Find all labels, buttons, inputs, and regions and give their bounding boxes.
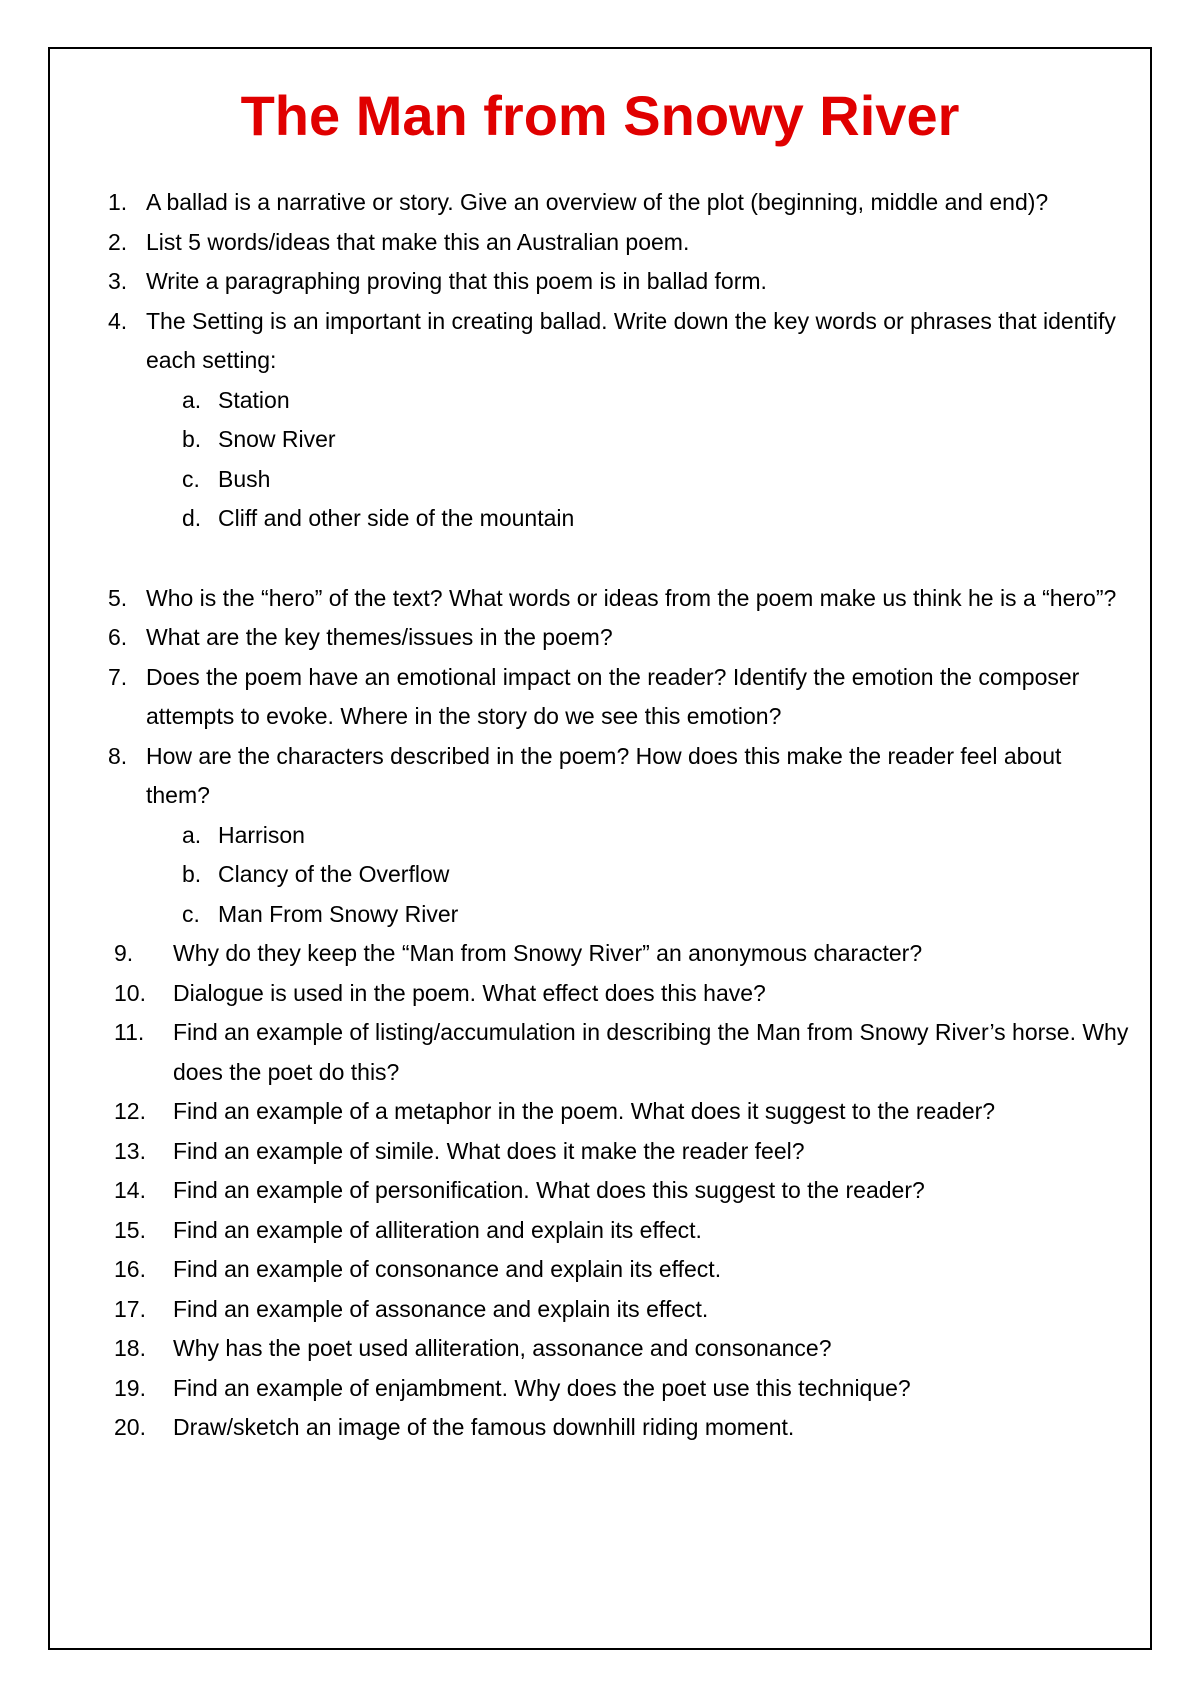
question-text: Find an example of consonance and explain its effect. <box>173 1256 722 1282</box>
question-text: Find an example of assonance and explain its effect. <box>173 1295 709 1322</box>
question-number: 7. <box>108 663 128 690</box>
question-text: Dialogue is used in the poem. What effect does this have? <box>173 979 766 1006</box>
question-text: Why do they keep the “Man from Snowy River” an anonymous character? <box>173 940 923 966</box>
question-number: 18. <box>114 1335 146 1361</box>
question-number: 6. <box>108 624 128 650</box>
sub-letter: a. <box>182 821 202 848</box>
question-item <box>0 934 1200 974</box>
question-number: 14. <box>114 1177 146 1203</box>
question-item <box>0 1171 1200 1211</box>
sub-item <box>146 816 1130 856</box>
sub-text: Station <box>218 386 290 413</box>
question-text: How are the characters described in the poem? How does this make the reader feel about them? <box>146 742 1062 808</box>
sub-text: Bush <box>218 465 271 492</box>
question-item <box>0 1092 1200 1132</box>
question-text: Find an example of alliteration and explain its effect. <box>173 1216 702 1243</box>
question-item <box>0 183 1200 223</box>
sub-text: Harrison <box>218 821 305 848</box>
question-number: 1. <box>108 189 128 215</box>
question-text: What are the key themes/issues in the poem? <box>146 624 613 650</box>
question-list <box>0 183 1200 1448</box>
sub-letter: b. <box>182 426 202 452</box>
question-item <box>0 1211 1200 1251</box>
question-item <box>0 1408 1200 1448</box>
question-text: A ballad is a narrative or story. Give an overview of the plot (beginning, middle and end)? <box>146 189 1049 215</box>
question-item <box>0 1132 1200 1172</box>
sub-letter: b. <box>182 861 202 887</box>
sub-text: Cliff and other side of the mountain <box>218 505 575 531</box>
question-item <box>0 1369 1200 1409</box>
question-text: Find an example of personification. What does this suggest to the reader? <box>173 1177 925 1203</box>
question-number: 2. <box>108 228 128 255</box>
character-sublist <box>146 816 1130 935</box>
page-title: The Man from Snowy River <box>240 84 960 147</box>
question-number: 9. <box>114 940 134 966</box>
question-text: Find an example of simile. What does it make the reader feel? <box>173 1137 805 1164</box>
question-number: 3. <box>108 268 128 294</box>
question-item <box>0 223 1200 263</box>
question-item <box>0 579 1200 619</box>
sub-letter: c. <box>182 900 200 927</box>
question-text: Does the poem have an emotional impact on the reader? Identify the emotion the composer attempts to evoke. Where in the story do we see this emotion? <box>146 663 1080 729</box>
question-number: 11. <box>114 1019 145 1045</box>
question-number: 8. <box>108 742 128 769</box>
sub-item <box>146 499 1130 539</box>
sub-letter: c. <box>182 465 200 492</box>
sub-letter: a. <box>182 386 202 413</box>
question-item <box>0 1013 1200 1092</box>
question-number: 16. <box>114 1256 146 1282</box>
question-number: 13. <box>114 1137 146 1164</box>
question-number: 19. <box>114 1374 146 1401</box>
question-number: 15. <box>114 1216 146 1243</box>
question-item <box>0 737 1200 935</box>
question-number: 5. <box>108 584 128 611</box>
question-item <box>0 658 1200 737</box>
sub-item <box>146 381 1130 421</box>
sub-text: Man From Snowy River <box>218 900 459 927</box>
question-text: Who is the “hero” of the text? What words or ideas from the poem make us think he is a “hero”? <box>146 584 1117 611</box>
question-number: 20. <box>114 1414 146 1440</box>
question-number: 12. <box>114 1098 146 1124</box>
question-item <box>0 1290 1200 1330</box>
sub-text: Snow River <box>218 426 336 452</box>
sub-item <box>146 460 1130 500</box>
question-text: Write a paragraphing proving that this poem is in ballad form. <box>146 268 767 294</box>
question-item <box>0 1250 1200 1290</box>
question-number: 4. <box>108 307 128 334</box>
sub-item <box>146 855 1130 895</box>
question-text: Draw/sketch an image of the famous downhill riding moment. <box>173 1414 795 1440</box>
question-text: Why has the poet used alliteration, assonance and consonance? <box>173 1335 832 1361</box>
question-item <box>0 302 1200 539</box>
question-item <box>0 1329 1200 1369</box>
question-item <box>0 974 1200 1014</box>
sub-item <box>146 420 1130 460</box>
question-text: Find an example of a metaphor in the poem. What does it suggest to the reader? <box>173 1098 996 1124</box>
sub-text: Clancy of the Overflow <box>218 861 450 887</box>
setting-sublist <box>146 381 1130 539</box>
question-item <box>0 618 1200 658</box>
question-item <box>0 262 1200 302</box>
sub-item <box>146 895 1130 935</box>
question-number: 10. <box>114 979 146 1006</box>
question-text: List 5 words/ideas that make this an Australian poem. <box>146 228 690 255</box>
question-text: Find an example of enjambment. Why does the poet use this technique? <box>173 1374 911 1401</box>
question-text: The Setting is an important in creating ballad. Write down the key words or phrases that identify each setting: <box>146 307 1116 373</box>
question-text: Find an example of listing/accumulation in describing the Man from Snowy River’s horse. Why does the poet do this? <box>173 1019 1129 1085</box>
question-number: 17. <box>114 1295 146 1322</box>
sub-letter: d. <box>182 505 202 531</box>
